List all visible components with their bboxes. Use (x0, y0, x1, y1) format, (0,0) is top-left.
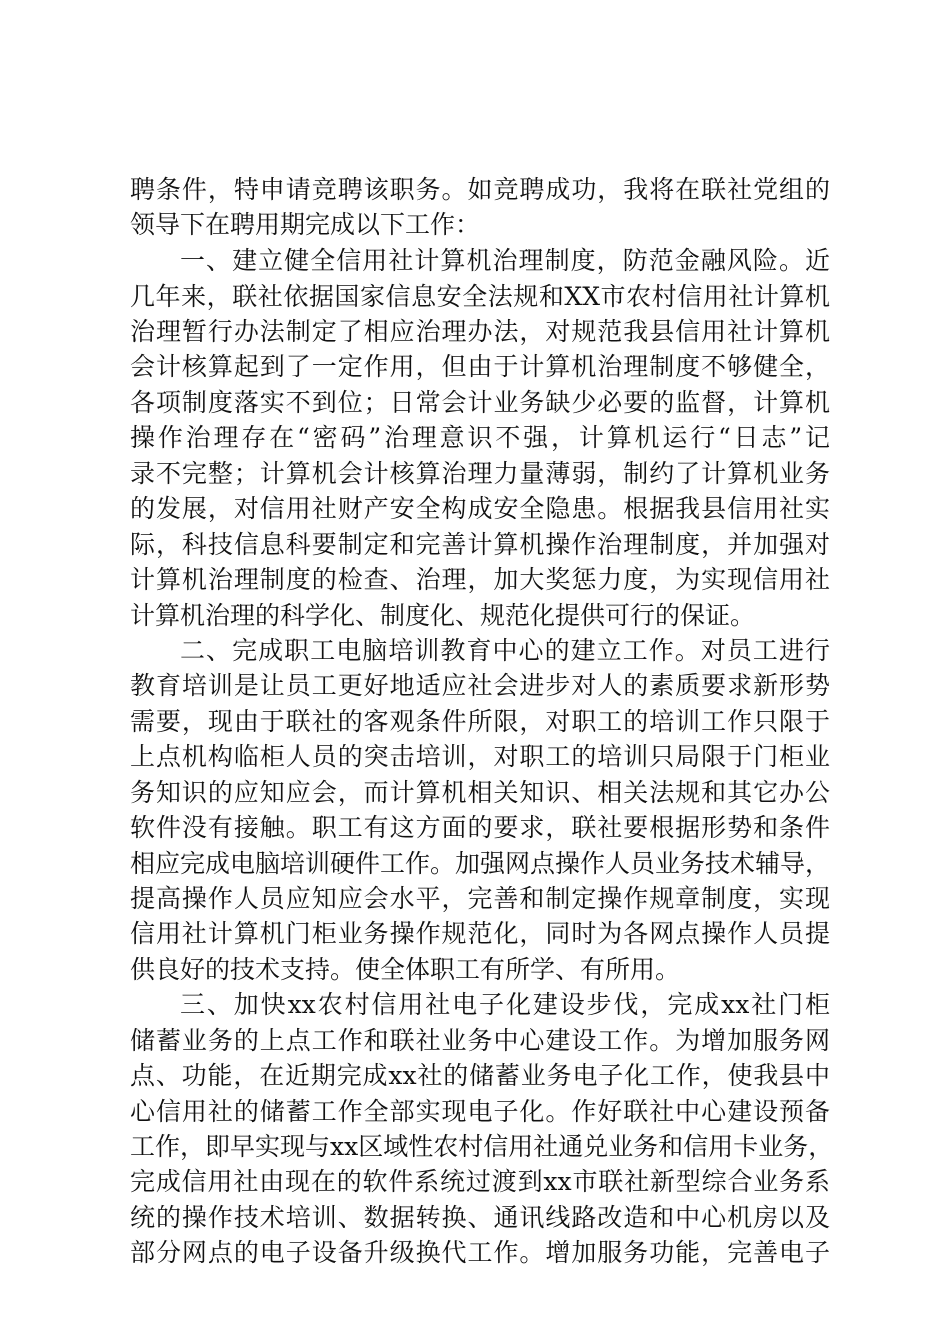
body-text-line: 计算机治理的科学化、制度化、规范化提供可行的保证。 (130, 601, 756, 630)
body-text-line: 操作治理存在“密码”治理意识不强，计算机运行“日志”记 (130, 423, 830, 452)
body-text-line: 软件没有接触。职工有这方面的要求，联社要根据形势和条件 (130, 813, 830, 842)
body-text-line: 教育培训是让员工更好地适应社会进步对人的素质要求新形势 (130, 671, 830, 700)
body-text-line: 几年来，联社依据国家信息安全法规和XX市农村信用社计算机 (130, 282, 830, 311)
body-text-line: 录不完整；计算机会计核算治理力量薄弱，制约了计算机业务 (130, 459, 830, 488)
body-text-line: 部分网点的电子设备升级换代工作。增加服务功能，完善电子 (130, 1238, 830, 1267)
body-text-line: 供良好的技术支持。使全体职工有所学、有所用。 (130, 955, 681, 984)
body-text-line: 信用社计算机门柜业务操作规范化，同时为各网点操作人员提 (130, 919, 830, 948)
body-text-line: 需要，现由于联社的客观条件所限，对职工的培训工作只限于 (130, 707, 830, 736)
paragraph-first-line: 二、完成职工电脑培训教育中心的建立工作。对员工进行 (180, 636, 830, 665)
body-text-line: 会计核算起到了一定作用，但由于计算机治理制度不够健全， (130, 352, 830, 381)
body-text-line: 统的操作技术培训、数据转换、通讯线路改造和中心机房以及 (130, 1203, 830, 1232)
paragraph-first-line: 一、建立健全信用社计算机治理制度，防范金融风险。近 (180, 246, 830, 275)
body-text-line: 心信用社的储蓄工作全部实现电子化。作好联社中心建设预备 (130, 1097, 830, 1126)
paragraph-first-line: 三、加快xx农村信用社电子化建设步伐，完成xx社门柜 (180, 990, 830, 1019)
body-text-line: 聘条件，特申请竞聘该职务。如竞聘成功，我将在联社党组的 (130, 175, 830, 204)
body-text-line: 提高操作人员应知应会水平，完善和制定操作规章制度，实现 (130, 884, 830, 913)
body-text-line: 储蓄业务的上点工作和联社业务中心建设工作。为增加服务网 (130, 1026, 830, 1055)
body-text-line: 各项制度落实不到位；日常会计业务缺少必要的监督，计算机 (130, 388, 830, 417)
body-text-line: 完成信用社由现在的软件系统过渡到xx市联社新型综合业务系 (130, 1167, 830, 1196)
body-text-line: 的发展，对信用社财产安全构成安全隐患。根据我县信用社实 (130, 494, 830, 523)
body-text-line: 上点机构临柜人员的突击培训，对职工的培训只局限于门柜业 (130, 742, 830, 771)
body-text-line: 领导下在聘用期完成以下工作： (130, 210, 481, 239)
body-text-line: 治理暂行办法制定了相应治理办法，对规范我县信用社计算机 (130, 317, 830, 346)
body-text-line: 计算机治理制度的检查、治理，加大奖惩力度，为实现信用社 (130, 565, 830, 594)
body-text-line: 点、功能，在近期完成xx社的储蓄业务电子化工作，使我县中 (130, 1061, 830, 1090)
body-text-line: 务知识的应知应会，而计算机相关知识、相关法规和其它办公 (130, 778, 830, 807)
body-text-line: 际，科技信息科要制定和完善计算机操作治理制度，并加强对 (130, 530, 830, 559)
body-text-line: 工作，即早实现与xx区域性农村信用社通兑业务和信用卡业务， (130, 1132, 834, 1161)
body-text-line: 相应完成电脑培训硬件工作。加强网点操作人员业务技术辅导， (130, 849, 831, 878)
